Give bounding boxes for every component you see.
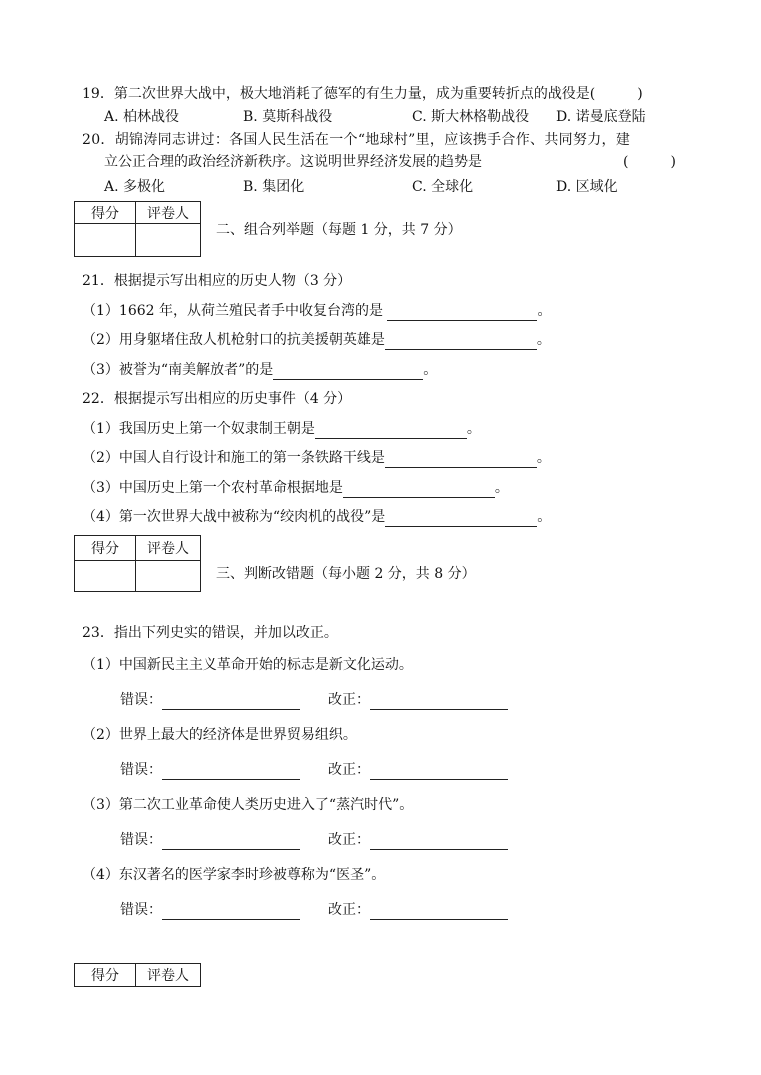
q21-stem: 21．根据提示写出相应的历史人物（3 分） [82,273,352,289]
q19-option-a: A. 柏林战役 [104,109,180,125]
q20-stem-line2: 立公正合理的政治经济新秩序。这说明世界经济发展的趋势是 [104,154,482,170]
q23-item-1-answer-row [120,690,300,710]
q22-item-4-answer-blank[interactable] [385,510,537,527]
q21-item-2-end: 。 [536,332,551,348]
q21-item-1-end: 。 [537,303,552,319]
grader-header: 评卷人 [136,202,201,224]
q23-item-4-correct-row [328,900,508,920]
correct-label: 改正： [328,902,370,918]
score-box-section2 [74,201,201,257]
q22-item-4-end: 。 [537,509,552,525]
q23-item-4: （4）东汉著名的医学家李时珍被尊称为“医圣”。 [82,867,386,883]
q19-option-c: C. 斯大林格勒战役 [412,109,530,125]
error-blank[interactable] [162,903,300,920]
q22-item-2-text: （2）中国人自行设计和施工的第一条铁路干线是 [82,450,385,466]
q20-stem-line1: 20．胡锦涛同志讲过：各国人民生活在一个“地球村”里，应该携手合作、共同努力，建 [82,132,631,148]
error-blank[interactable] [162,763,300,780]
q21-item-2 [82,330,551,350]
q20-option-b: B. 集团化 [243,179,305,195]
q20-option-c: C. 全球化 [412,179,474,195]
score-header: 得分 [75,536,136,561]
q22-item-4-text: （4）第一次世界大战中被称为“绞肉机的战役”是 [82,509,386,525]
q22-item-2-end: 。 [536,450,551,466]
error-label: 错误： [120,832,162,848]
score-cell[interactable] [75,224,136,257]
q19-stem: 19．第二次世界大战中，极大地消耗了德军的有生力量，成为重要转折点的战役是( ) [82,86,643,102]
q21-item-3-answer-blank[interactable] [273,363,423,380]
correct-blank[interactable] [370,763,508,780]
q20-option-d: D. 区域化 [556,179,618,195]
grader-header: 评卷人 [136,964,201,987]
q22-item-1-end: 。 [466,421,481,437]
q23-item-2: （2）世界上最大的经济体是世界贸易组织。 [82,727,357,743]
q19-option-b: B. 莫斯科战役 [243,109,333,125]
q23-item-3-correct-row [328,830,508,850]
q21-item-3-end: 。 [423,362,438,378]
error-label: 错误： [120,692,162,708]
error-label: 错误： [120,902,162,918]
q23-item-2-correct-row [328,760,508,780]
q22-item-2-answer-blank[interactable] [385,451,537,468]
correct-label: 改正： [328,832,370,848]
q22-item-3 [82,478,509,498]
q22-item-1-text: （1）我国历史上第一个奴隶制王朝是 [82,421,315,437]
q22-item-4 [82,507,551,527]
q21-item-2-text: （2）用身躯堵住敌人机枪射口的抗美援朝英雄是 [82,332,385,348]
score-box-section3 [74,535,201,592]
section2-title: 二、组合列举题（每题 1 分，共 7 分） [216,222,462,238]
score-header: 得分 [75,964,136,987]
score-header: 得分 [75,202,136,224]
score-box-section4 [74,963,201,987]
correct-label: 改正： [328,762,370,778]
q23-item-3: （3）第二次工业革命使人类历史进入了“蒸汽时代”。 [82,797,414,813]
correct-blank[interactable] [370,833,508,850]
correct-blank[interactable] [370,693,508,710]
q21-item-3 [82,360,437,380]
grader-cell[interactable] [136,561,201,592]
section3-title: 三、判断改错题（每小题 2 分，共 8 分） [216,566,476,582]
q20-paren: ( ) [623,154,676,170]
q22-item-1-answer-blank[interactable] [315,422,467,439]
q20-option-a: A. 多极化 [104,179,166,195]
q22-item-1 [82,419,481,439]
q23-item-4-answer-row [120,900,300,920]
correct-label: 改正： [328,692,370,708]
grader-header: 评卷人 [136,536,201,561]
q21-item-1-answer-blank[interactable] [387,304,537,321]
q23-item-1-correct-row [328,690,508,710]
grader-cell[interactable] [136,224,201,257]
q22-item-3-end: 。 [494,480,509,496]
error-blank[interactable] [162,833,300,850]
q19-option-d: D. 诺曼底登陆 [556,109,646,125]
q22-item-3-text: （3）中国历史上第一个农村革命根据地是 [82,480,343,496]
error-blank[interactable] [162,693,300,710]
q22-item-3-answer-blank[interactable] [343,481,495,498]
q22-item-2 [82,448,551,468]
correct-blank[interactable] [370,903,508,920]
q21-item-1-text: （1）1662 年，从荷兰殖民者手中收复台湾的是 [82,303,388,319]
error-label: 错误： [120,762,162,778]
q22-stem: 22．根据提示写出相应的历史事件（4 分） [82,391,352,407]
score-cell[interactable] [75,561,136,592]
q23-stem: 23．指出下列史实的错误，并加以改正。 [82,625,338,641]
q23-item-3-answer-row [120,830,300,850]
q21-item-3-text: （3）被誉为“南美解放者”的是 [82,362,274,378]
q21-item-1 [82,301,551,321]
q21-item-2-answer-blank[interactable] [385,333,537,350]
q23-item-2-answer-row [120,760,300,780]
q23-item-1: （1）中国新民主主义革命开始的标志是新文化运动。 [82,657,413,673]
